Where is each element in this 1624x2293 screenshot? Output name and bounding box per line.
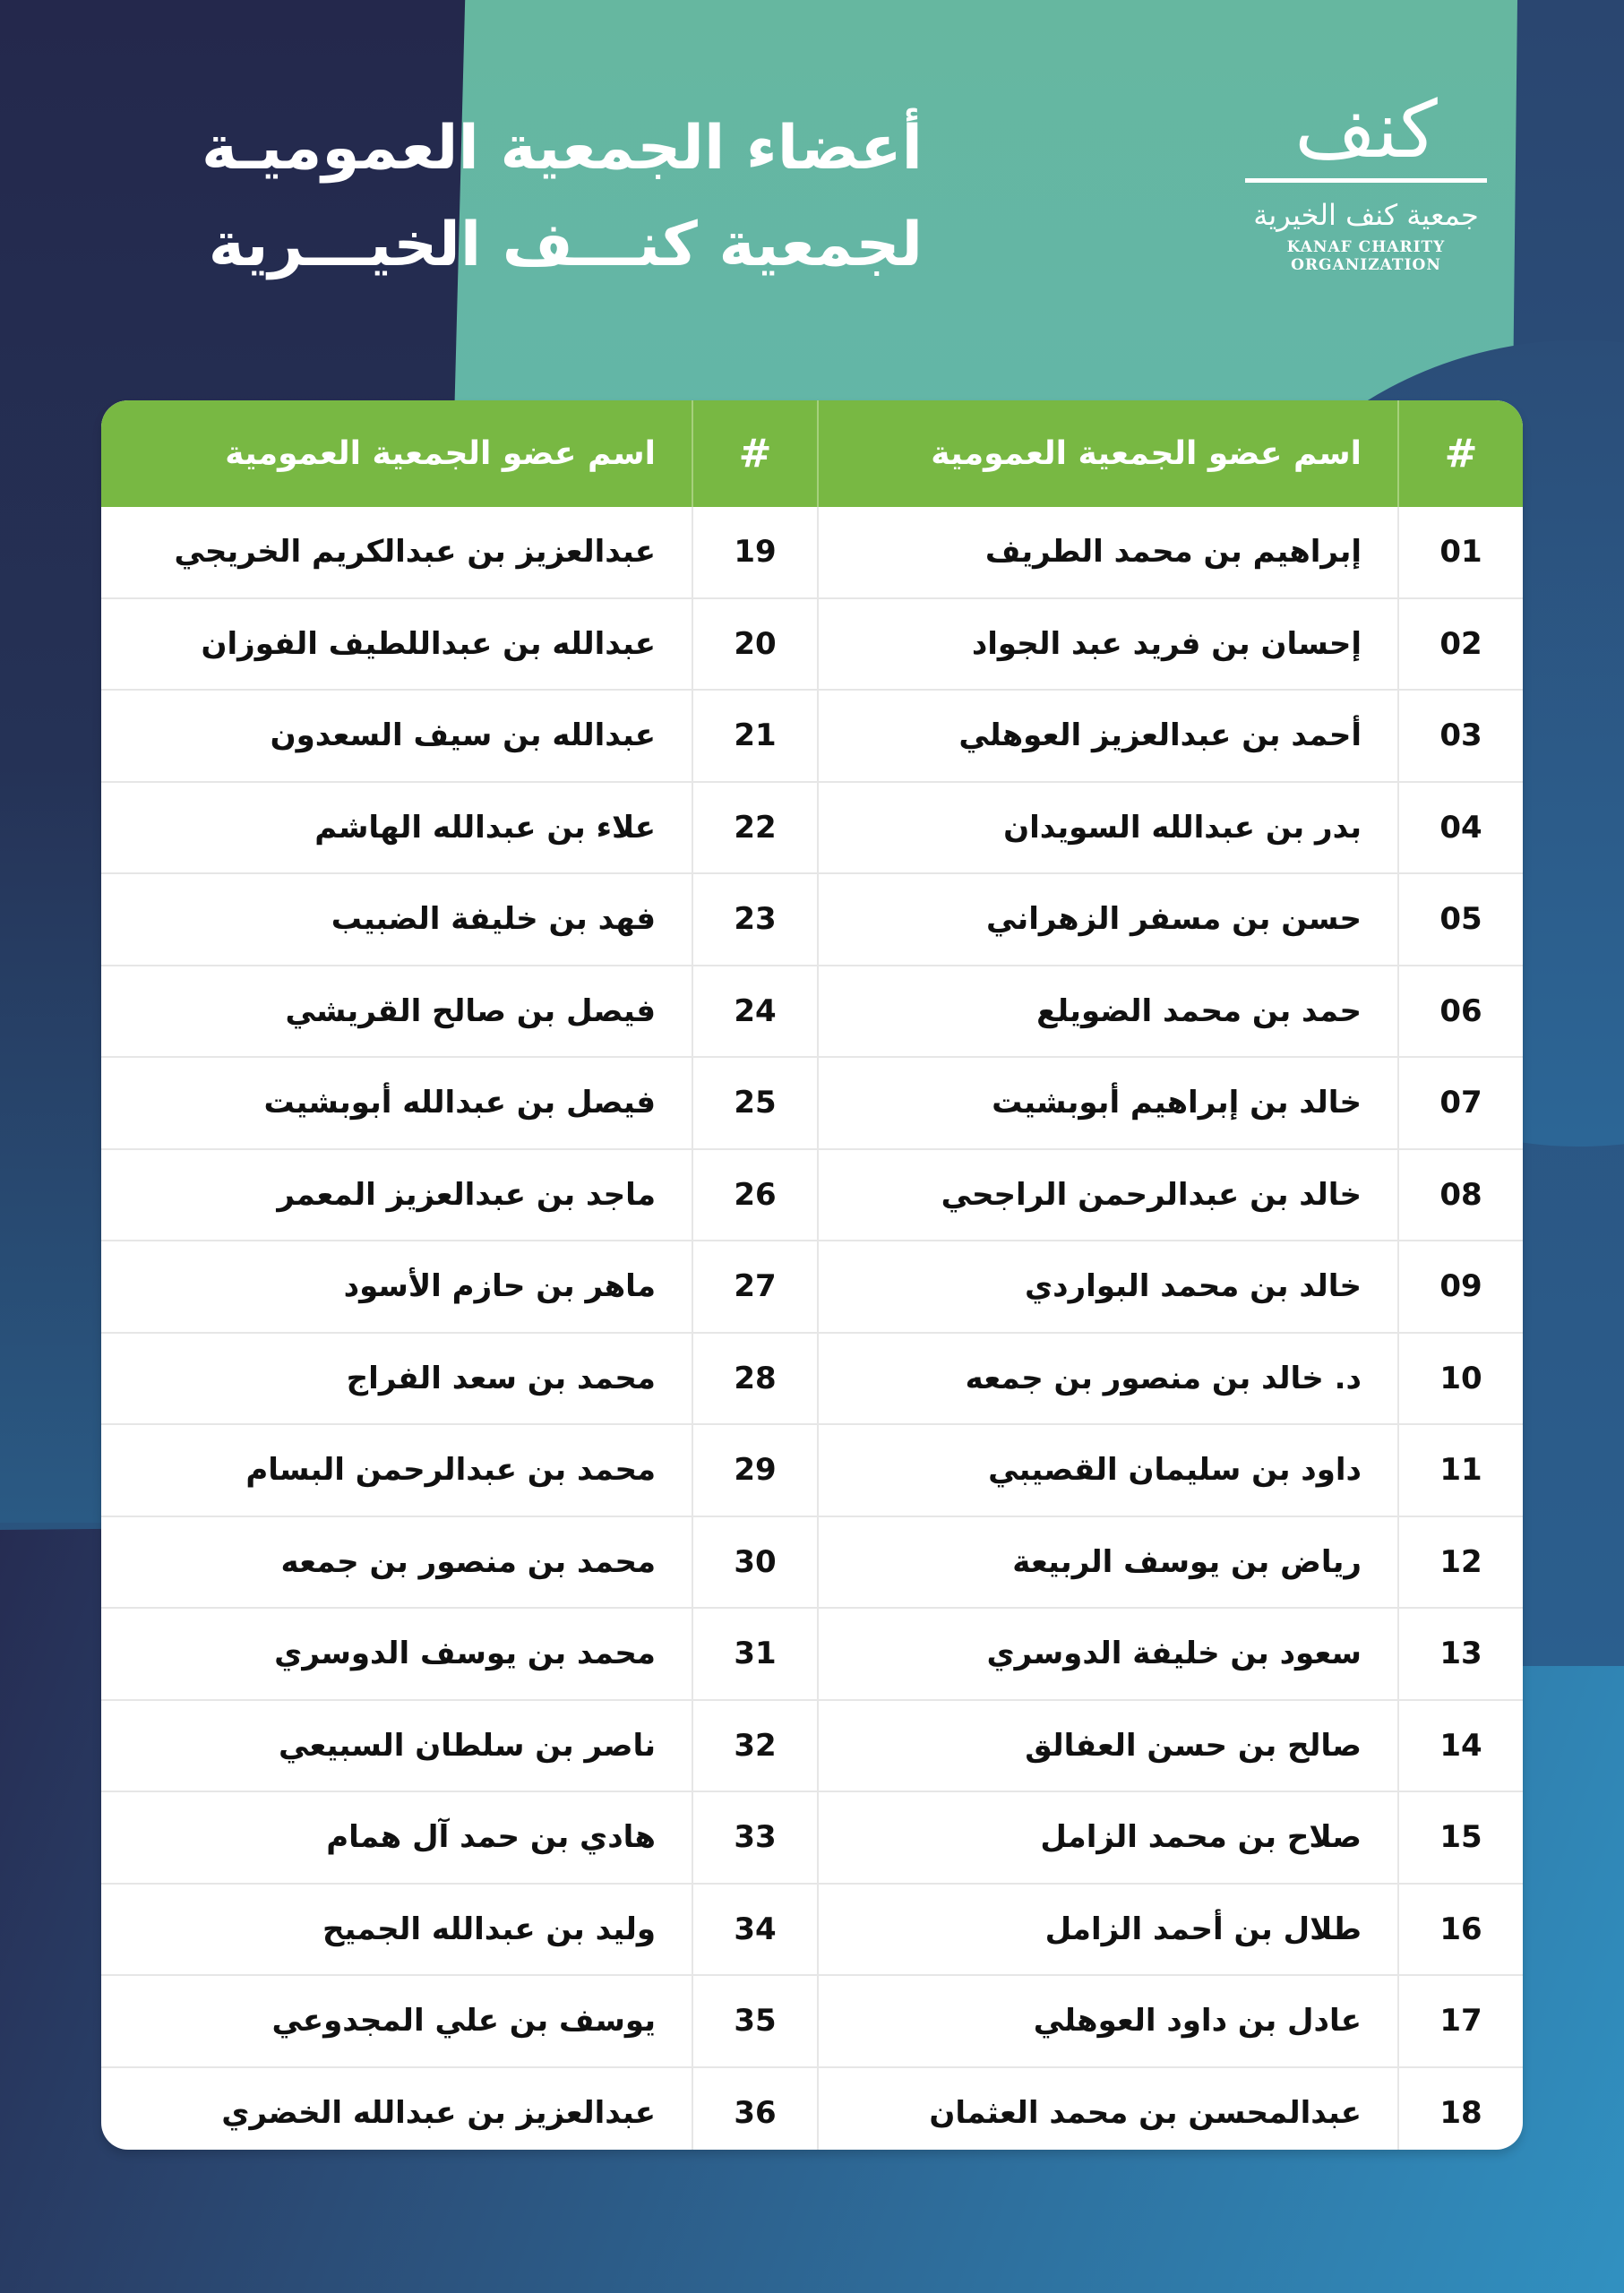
member-number: 24: [692, 966, 818, 1058]
table-row: [101, 1149, 1523, 1241]
header-number-right: #: [1398, 400, 1523, 507]
logo-mark: كنف: [1294, 83, 1438, 176]
members-table: [101, 400, 1523, 2150]
member-name: محمد بن منصور بن جمعه: [101, 1516, 692, 1609]
member-name: حمد بن محمد الضويلع: [818, 966, 1398, 1058]
table-row: [101, 966, 1523, 1058]
member-name: محمد بن عبدالرحمن البسام: [101, 1424, 692, 1516]
member-number: 08: [1398, 1149, 1523, 1241]
member-number: 13: [1398, 1608, 1523, 1700]
table-row: [101, 507, 1523, 598]
member-name: خالد بن إبراهيم أبوبشيت: [818, 1057, 1398, 1149]
member-name: فيصل بن صالح القريشي: [101, 966, 692, 1058]
table-row: [101, 782, 1523, 874]
member-number: 31: [692, 1608, 818, 1700]
member-name: عبدالعزيز بن عبدالكريم الخريجي: [101, 507, 692, 598]
member-number: 27: [692, 1241, 818, 1333]
member-number: 35: [692, 1975, 818, 2067]
header-name-right: اسم عضو الجمعية العمومية: [818, 400, 1398, 507]
table-row: [101, 1975, 1523, 2067]
member-number: 25: [692, 1057, 818, 1149]
table-header-row: [101, 400, 1523, 507]
table-row: [101, 1884, 1523, 1976]
member-number: 14: [1398, 1700, 1523, 1792]
table-row: [101, 873, 1523, 966]
member-name: إحسان بن فريد عبد الجواد: [818, 598, 1398, 691]
member-number: 16: [1398, 1884, 1523, 1976]
member-name: إبراهيم بن محمد الطريف: [818, 507, 1398, 598]
member-name: عبدالعزيز بن عبدالله الخضري: [221, 2094, 656, 2131]
table-row: [101, 1516, 1523, 1609]
member-name: يوسف بن علي المجدوعي: [101, 1975, 692, 2067]
page-title-line-1: أعضاء الجمعية العموميـة: [201, 113, 923, 184]
table-row: [101, 2067, 1523, 2151]
logo-english-name: KANAF CHARITY ORGANIZATION: [1286, 238, 1446, 274]
member-name: خالد بن عبدالرحمن الراجحي: [818, 1149, 1398, 1241]
member-number: 06: [1398, 966, 1523, 1058]
member-name: علاء بن عبدالله الهاشم: [101, 782, 692, 874]
member-number: 04: [1398, 782, 1523, 874]
member-name: ماجد بن عبدالعزيز المعمر: [101, 1149, 692, 1241]
member-name: فيصل بن عبدالله أبوبشيت: [101, 1057, 692, 1149]
member-number: 28: [692, 1333, 818, 1425]
member-number: 12: [1398, 1516, 1523, 1609]
member-number: 22: [692, 782, 818, 874]
member-name: عادل بن داود العوهلي: [818, 1975, 1398, 2067]
organization-logo: [1209, 85, 1523, 282]
member-name: عبدالله بن عبداللطيف الفوزان: [101, 598, 692, 691]
header-name-left: اسم عضو الجمعية العمومية: [101, 400, 692, 507]
member-number: 11: [1398, 1424, 1523, 1516]
member-number: 10: [1398, 1333, 1523, 1425]
member-number: 34: [692, 1884, 818, 1976]
header-number-left: #: [692, 400, 818, 507]
logo-arabic-name: جمعية كنف الخيرية: [1253, 198, 1479, 232]
table-row: [101, 1333, 1523, 1425]
member-number: 01: [1398, 507, 1523, 598]
member-number: 26: [692, 1149, 818, 1241]
table-row: [101, 1608, 1523, 1700]
member-number: 17: [1398, 1975, 1523, 2067]
member-name: عبدالمحسن بن محمد العثمان: [818, 2067, 1398, 2151]
member-name: بدر بن عبدالله السويدان: [818, 782, 1398, 874]
member-number: 36: [692, 2067, 818, 2151]
page-title-line-2: لجمعية كنـــف الخيـــرية: [208, 210, 923, 280]
member-name: رياض بن يوسف الربيعة: [818, 1516, 1398, 1609]
member-number: 05: [1398, 873, 1523, 966]
member-name: محمد بن يوسف الدوسري: [101, 1608, 692, 1700]
member-number: 33: [692, 1791, 818, 1884]
member-number: 18: [1398, 2067, 1523, 2151]
table-row: [101, 1241, 1523, 1333]
member-name: أحمد بن عبدالعزيز العوهلي: [818, 690, 1398, 782]
member-number: 02: [1398, 598, 1523, 691]
page-title: [202, 100, 923, 294]
member-name: هادي بن حمد آل همام: [101, 1791, 692, 1884]
member-number: 15: [1398, 1791, 1523, 1884]
member-number: 32: [692, 1700, 818, 1792]
member-name: ماهر بن حازم الأسود: [101, 1241, 692, 1333]
table-row: [101, 1424, 1523, 1516]
member-name: فهد بن خليفة الضبيب: [101, 873, 692, 966]
member-number: 20: [692, 598, 818, 691]
member-number: 07: [1398, 1057, 1523, 1149]
member-name: صالح بن حسن العفالق: [818, 1700, 1398, 1792]
table-row: [101, 690, 1523, 782]
member-name: محمد بن سعد الفراج: [101, 1333, 692, 1425]
member-name: د. خالد بن منصور بن جمعه: [818, 1333, 1398, 1425]
table-row: [101, 1791, 1523, 1884]
member-number: 03: [1398, 690, 1523, 782]
member-name: داود بن سليمان القصيبي: [818, 1424, 1398, 1516]
member-name: ناصر بن سلطان السبيعي: [101, 1700, 692, 1792]
members-table-card: [101, 400, 1523, 2150]
table-row: [101, 598, 1523, 691]
member-number: 23: [692, 873, 818, 966]
table-row: [101, 1700, 1523, 1792]
member-name: طلال بن أحمد الزامل: [818, 1884, 1398, 1976]
member-number: 19: [692, 507, 818, 598]
member-name: سعود بن خليفة الدوسري: [818, 1608, 1398, 1700]
logo-divider: [1245, 178, 1487, 183]
member-number: 30: [692, 1516, 818, 1609]
member-name: حسن بن مسفر الزهراني: [818, 873, 1398, 966]
table-row: [101, 1057, 1523, 1149]
member-name: خالد بن محمد البواردي: [818, 1241, 1398, 1333]
member-name: عبدالله بن سيف السعدون: [101, 690, 692, 782]
member-number: 21: [692, 690, 818, 782]
member-number: 29: [692, 1424, 818, 1516]
member-name: صلاح بن محمد الزامل: [818, 1791, 1398, 1884]
member-number: 09: [1398, 1241, 1523, 1333]
member-name: وليد بن عبدالله الجميح: [101, 1884, 692, 1976]
